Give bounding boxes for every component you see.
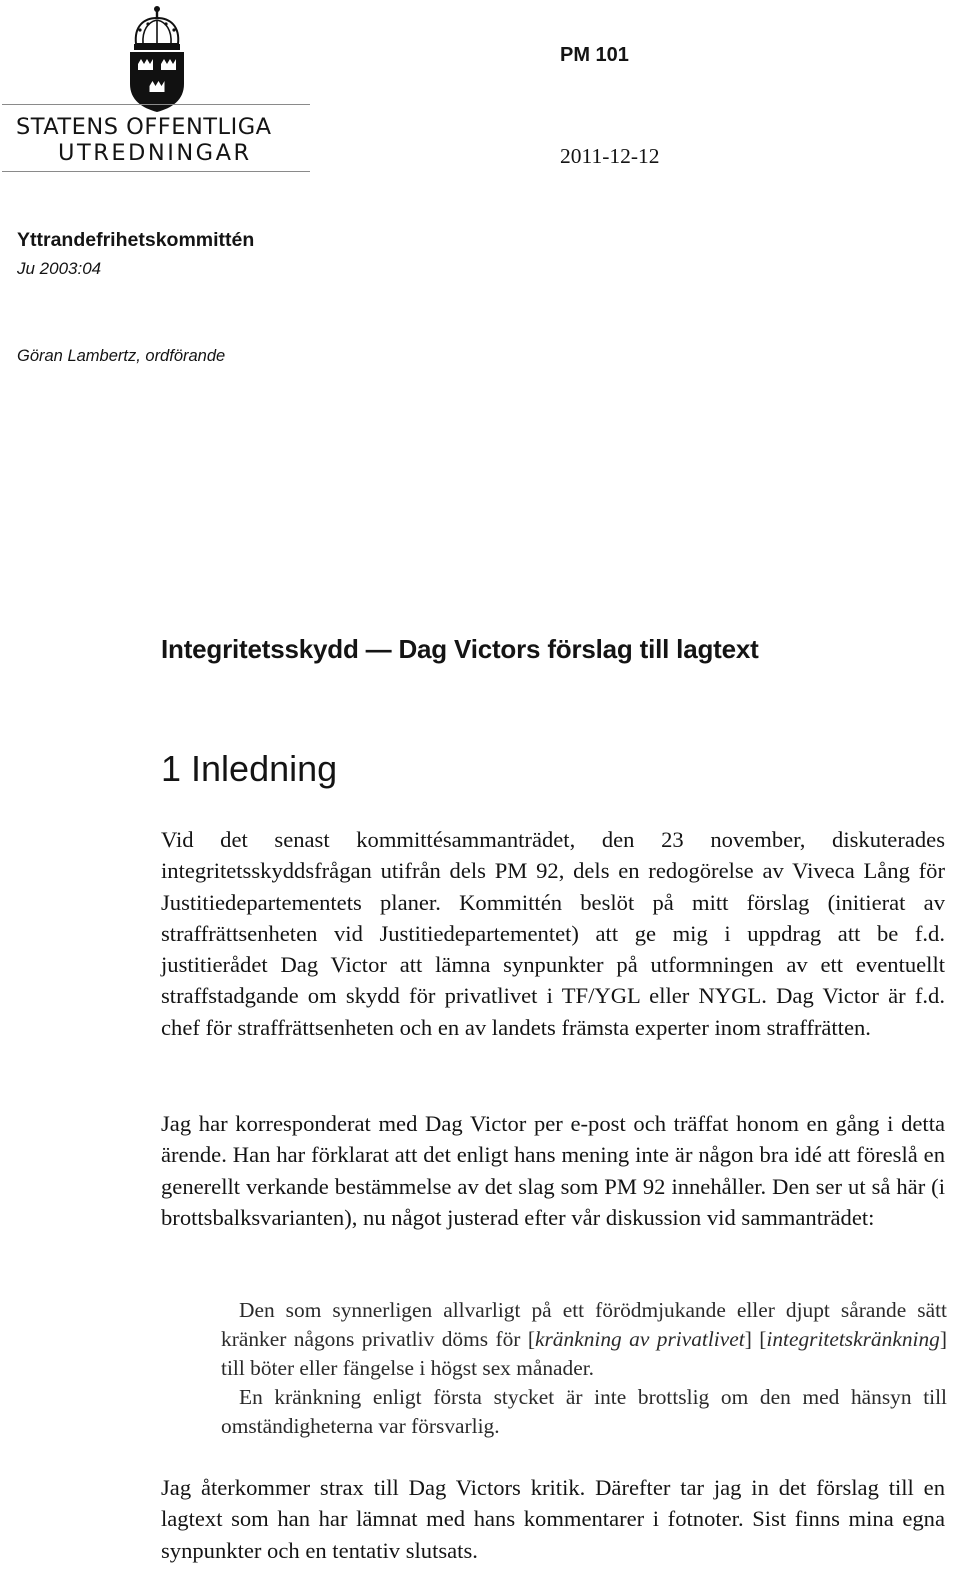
document-date: 2011-12-12 [560, 144, 660, 168]
quote-term-2: integritetskränkning [766, 1327, 940, 1351]
committee-reference: Ju 2003:04 [17, 259, 102, 278]
logo-rule-bottom [2, 171, 310, 172]
sou-logo [0, 0, 320, 180]
logo-rule-top [2, 104, 310, 105]
coat-of-arms-icon [128, 4, 186, 112]
document-title: Integritetsskydd — Dag Victors förslag till lagtext [161, 634, 759, 664]
committee-name: Yttrandefrihetskommittén [17, 229, 255, 251]
document-number: PM 101 [560, 44, 629, 66]
quote-text-3: ] till böter eller fängelse i högst sex månader. [221, 1327, 947, 1380]
signatory: Göran Lambertz, ordförande [17, 347, 226, 365]
quote-text-1: Den som synnerligen allvarligt på ett förödmjukande eller djupt sårande sätt kränker någons privatliv döms för [ [221, 1298, 947, 1351]
body-paragraph-2: Jag har korresponderat med Dag Victor per e-post och träffat honom en gång i detta ärende. Han har förklarat att det enligt hans mening inte är någon bra idé att föreslå en generellt verkande bestämmelse av det slag som PM 92 innehåller. Den ser ut så här (i brottsbalksvarianten), nu något justerad efter vår diskussion vid sammanträdet: [161, 1111, 945, 1230]
org-name-line1: STATENS OFFENTLIGA [16, 114, 272, 140]
quote-paragraph-2: En kränkning enligt första stycket är inte brottslig om den med hänsyn till omständigheterna var försvarlig. [221, 1385, 947, 1438]
statute-quote [221, 1296, 947, 1441]
section-heading: 1 Inledning [161, 748, 338, 789]
body-paragraph-1: Vid det senast kommittésammanträdet, den 23 november, diskuterades integritetsskyddsfrågan utifrån dels PM 92, dels en redogörelse av Viveca Lång för Justitiedepartementets planer. Kommittén beslöt på mitt förslag (initierat av straffrättsenheten vid Justitiedepartementet) att ge mig i uppdrag att be f.d. justitierådet Dag Victor att lämna synpunkter på utformningen av ett eventuellt straffstadgande om skydd för privatlivet i TF/YGL eller NYGL. Dag Victor är f.d. chef för straffrättsenheten och en av landets främsta experter inom straffrätten. [161, 827, 945, 1040]
org-name-line2: UTREDNINGAR [58, 140, 252, 166]
quote-term-1: kränkning av privatlivet [534, 1327, 745, 1351]
quote-paragraph-1 [221, 1296, 947, 1383]
body-paragraph-3: Jag återkommer strax till Dag Victors kritik. Därefter tar jag in det förslag till en lagtext som han har lämnat med hans kommentarer i fotnoter. Sist finns mina egna synpunkter och en tentativ slutsats. [161, 1475, 945, 1563]
quote-text-2: ] [ [744, 1327, 767, 1351]
